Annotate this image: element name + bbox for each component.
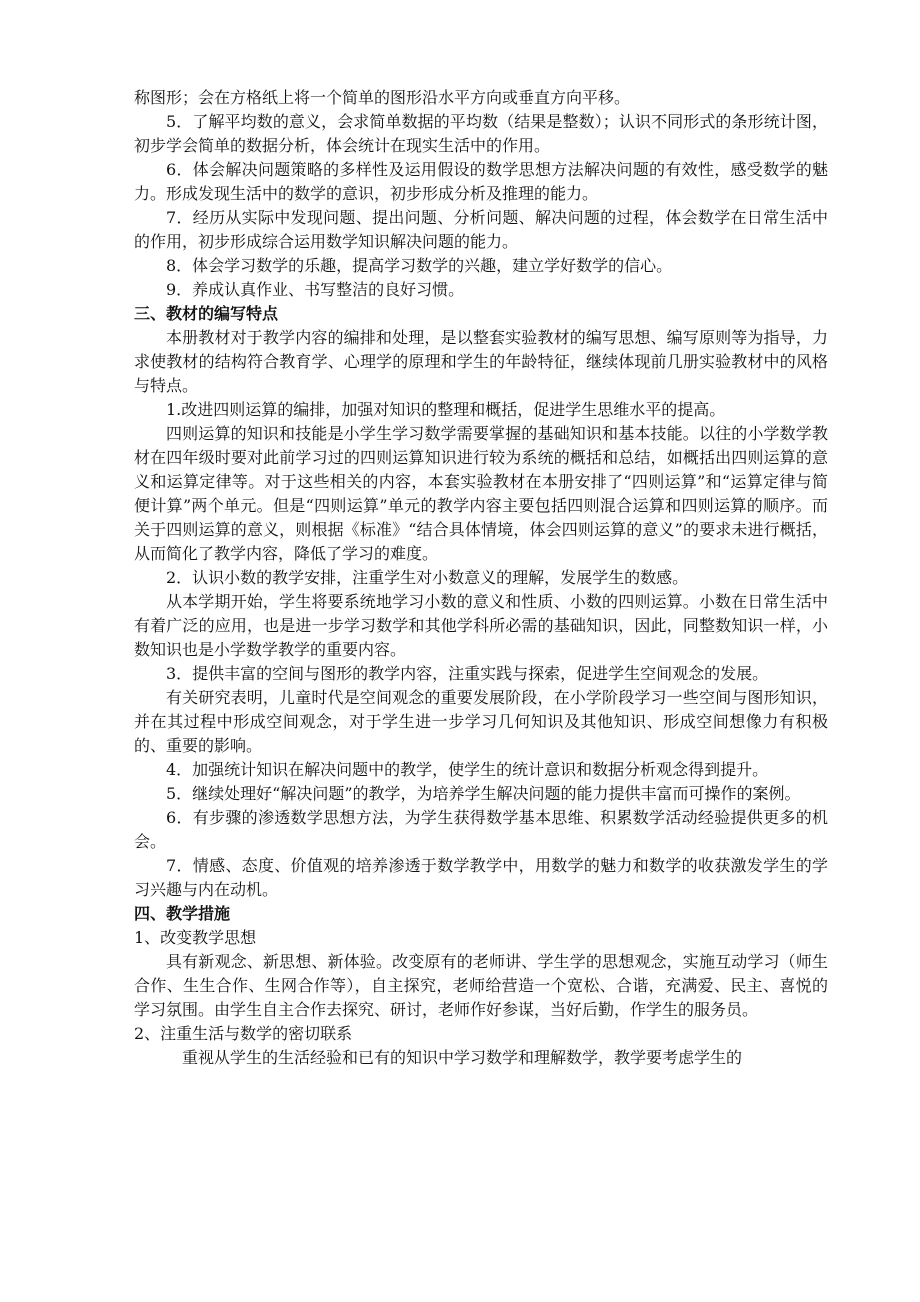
measure-1-body: 具有新观念、新思想、新体验。改变原有的老师讲、学生学的思想观念，实施互动学习（师生合作、生生合作、生网合作等），自主探究，老师给营造一个宽松、合谐，充满爱、民主、喜悦的学习氛围。由学生自主合作去探究、研讨，老师作好参谋，当好后勤，作学生的服务员。 xyxy=(134,952,828,1019)
measure-2-body: 重视从学生的生活经验和已有的知识中学习数学和理解数学，教学要考虑学生的 xyxy=(182,1048,743,1067)
feature-6: 6．有步骤的渗透数学思想方法，为学生获得数学基本思维、积累数学活动经验提供更多的机会。 xyxy=(134,808,828,851)
measure-2-title: 2、注重生活与数学的密切联系 xyxy=(134,1024,353,1043)
feature-2-body: 从本学期开始，学生将要系统地学习小数的意义和性质、小数的四则运算。小数在日常生活中有着广泛的应用，也是进一步学习数学和其他学科所必需的基础知识，因此，同整数知识一样，小数知识也是小学数学教学的重要内容。 xyxy=(134,592,828,659)
feature-1-body: 四则运算的知识和技能是小学生学习数学需要掌握的基础知识和基本技能。以往的小学数学教材在四年级时要对此前学习过的四则运算知识进行较为系统的概括和总结，如概括出四则运算的意义和运算定律等。对于这些相关的内容，本套实验教材在本册安排了“四则运算”和“运算定律与简便计算”两个单元。但是“四则运算”单元的教学内容主要包括四则混合运算和四则运算的顺序。而关于四则运算的意义，则根据《标准》“结合具体情境，体会四则运算的意义”的要求未进行概括，从而简化了教学内容，降低了学习的难度。 xyxy=(134,424,828,563)
feature-1-title: 1.改进四则运算的编排，加强对知识的整理和概括，促进学生思维水平的提高。 xyxy=(166,400,726,419)
feature-7: 7．情感、态度、价值观的培养渗透于数学教学中，用数学的魅力和数学的收获激发学生的学习兴趣与内在动机。 xyxy=(134,856,828,899)
objective-6: 6．体会解决问题策略的多样性及运用假设的数学思想方法解决问题的有效性，感受数学的魅力。形成发现生活中的数学的意识，初步形成分析及推理的能力。 xyxy=(134,160,828,203)
feature-4: 4．加强统计知识在解决问题中的教学，使学生的统计意识和数据分析观念得到提升。 xyxy=(166,760,769,779)
objective-8: 8．体会学习数学的乐趣，提高学习数学的兴趣，建立学好数学的信心。 xyxy=(166,256,673,275)
objective-9: 9．养成认真作业、书写整洁的良好习惯。 xyxy=(166,280,465,299)
objective-7: 7．经历从实际中发现问题、提出问题、分析问题、解决问题的过程，体会数学在日常生活中的作用，初步形成综合运用数学知识解决问题的能力。 xyxy=(134,208,828,251)
section-heading-4: 四、教学措施 xyxy=(134,904,231,923)
measure-1-title: 1、改变教学思想 xyxy=(134,928,257,947)
feature-3-body: 有关研究表明，儿童时代是空间观念的重要发展阶段，在小学阶段学习一些空间与图形知识，并在其过程中形成空间观念，对于学生进一步学习几何知识及其他知识、形成空间想像力有积极的、重要的影响。 xyxy=(134,688,828,755)
section-heading-3: 三、教材的编写特点 xyxy=(134,304,279,323)
objective-5: 5．了解平均数的意义，会求简单数据的平均数（结果是整数）；认识不同形式的条形统计图，初步学会简单的数据分析，体会统计在现实生活中的作用。 xyxy=(134,112,828,155)
paragraph-continuation: 称图形；会在方格纸上将一个简单的图形沿水平方向或垂直方向平移。 xyxy=(134,88,631,107)
feature-5: 5．继续处理好“解决问题”的教学，为培养学生解决问题的能力提供丰富而可操作的案例。 xyxy=(166,784,801,803)
section-3-intro: 本册教材对于教学内容的编排和处理，是以整套实验教材的编写思想、编写原则等为指导，力求使教材的结构符合教育学、心理学的原理和学生的年龄特征，继续体现前几册实验教材中的风格与特点。 xyxy=(134,328,828,395)
feature-3-title: 3．提供丰富的空间与图形的教学内容，注重实践与探索，促进学生空间观念的发展。 xyxy=(166,664,769,683)
feature-2-title: 2．认识小数的教学安排，注重学生对小数意义的理解，发展学生的数感。 xyxy=(166,568,689,587)
